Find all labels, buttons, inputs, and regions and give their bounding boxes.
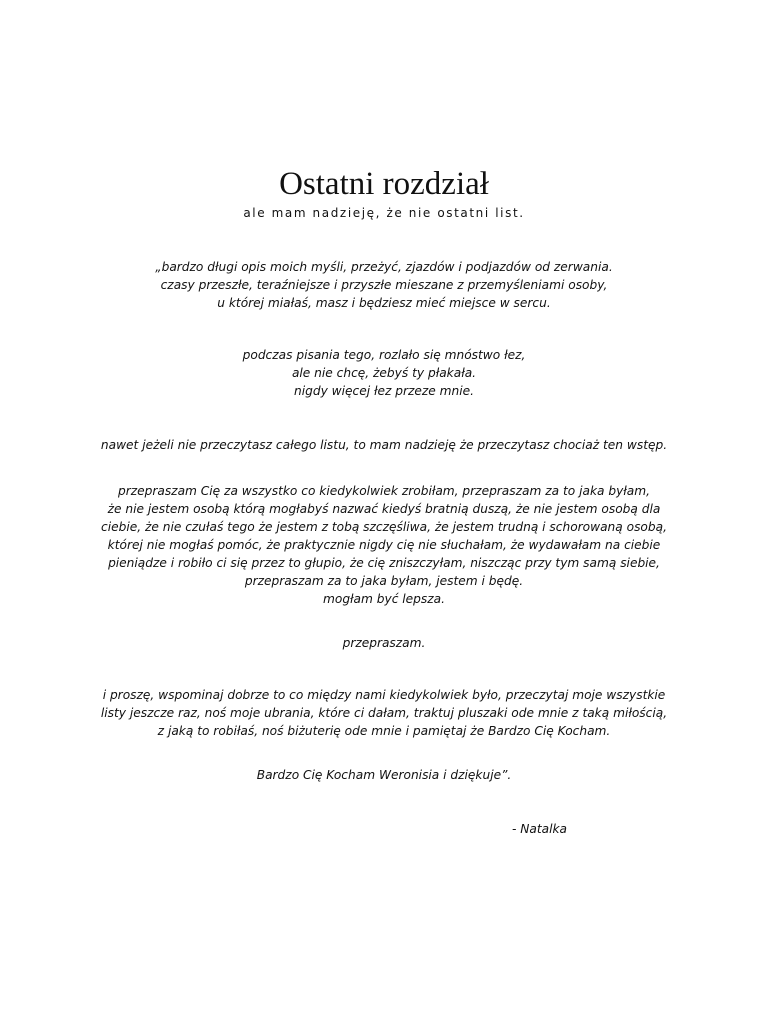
paragraph-line: ciebie, że nie czułaś tego że jestem z tobą szczęśliwa, że jestem trudną i schorowaną osobą, [101, 520, 667, 534]
paragraph-line: nigdy więcej łez przeze mnie. [293, 384, 474, 398]
paragraph-line: podczas pisania tego, rozlało się mnóstwo łez, [242, 348, 526, 362]
paragraph-line: pieniądze i robiło ci się przez to głupio, że cię zniszczyłam, niszcząc przy tym samą siebie, [108, 556, 660, 570]
paragraph-line: „bardzo długi opis moich myśli, przeżyć, zjazdów i podjazdów od zerwania. [155, 260, 613, 274]
paragraph-line: ale nie chcę, żebyś ty płakała. [291, 366, 477, 380]
paragraph-line: że nie jestem osobą którą mogłabyś nazwać kiedyś bratnią duszą, że nie jestem osobą dla [107, 502, 661, 516]
paragraph-request [40, 686, 728, 740]
signature: - Natalka [512, 822, 568, 836]
document-subtitle: ale mam nadzieję, że nie ostatni list. [243, 206, 525, 220]
paragraph-closing [40, 766, 728, 784]
paragraph-line: mogłam być lepsza. [322, 592, 445, 606]
paragraph-line: u której miałaś, masz i będziesz mieć miejsce w sercu. [217, 296, 551, 310]
paragraph-line: przepraszam. [342, 636, 426, 650]
paragraph-line: listy jeszcze raz, noś moje ubrania, które ci dałam, traktuj pluszaki ode mnie z taką miłością, [100, 706, 668, 720]
paragraph-line: której nie mogłaś pomóc, że praktycznie nigdy cię nie słuchałam, że wydawałam na ciebie [107, 538, 661, 552]
paragraph-apology [40, 482, 728, 608]
paragraph-sorry [40, 634, 728, 652]
paragraph-intro [40, 258, 728, 312]
paragraph-tears [40, 346, 728, 400]
paragraph-line: i proszę, wspominaj dobrze to co między nami kiedykolwiek było, przeczytaj moje wszystkie [102, 688, 666, 702]
paragraph-intro-note [40, 436, 728, 454]
document-title: Ostatni rozdział [279, 166, 489, 202]
paragraph-line: czasy przeszłe, teraźniejsze i przyszłe mieszane z przemyśleniami osoby, [160, 278, 608, 292]
paragraph-line: z jaką to robiłaś, noś biżuterię ode mnie i pamiętaj że Bardzo Cię Kocham. [157, 724, 611, 738]
paragraph-line: Bardzo Cię Kocham Weronisia i dziękuje”. [256, 768, 512, 782]
paragraph-line: przepraszam za to jaka byłam, jestem i będę. [244, 574, 524, 588]
paragraph-line: przepraszam Cię za wszystko co kiedykolwiek zrobiłam, przepraszam za to jaka byłam, [117, 484, 651, 498]
paragraph-line: nawet jeżeli nie przeczytasz całego listu, to mam nadzieję że przeczytasz chociaż ten wstęp. [100, 438, 668, 452]
